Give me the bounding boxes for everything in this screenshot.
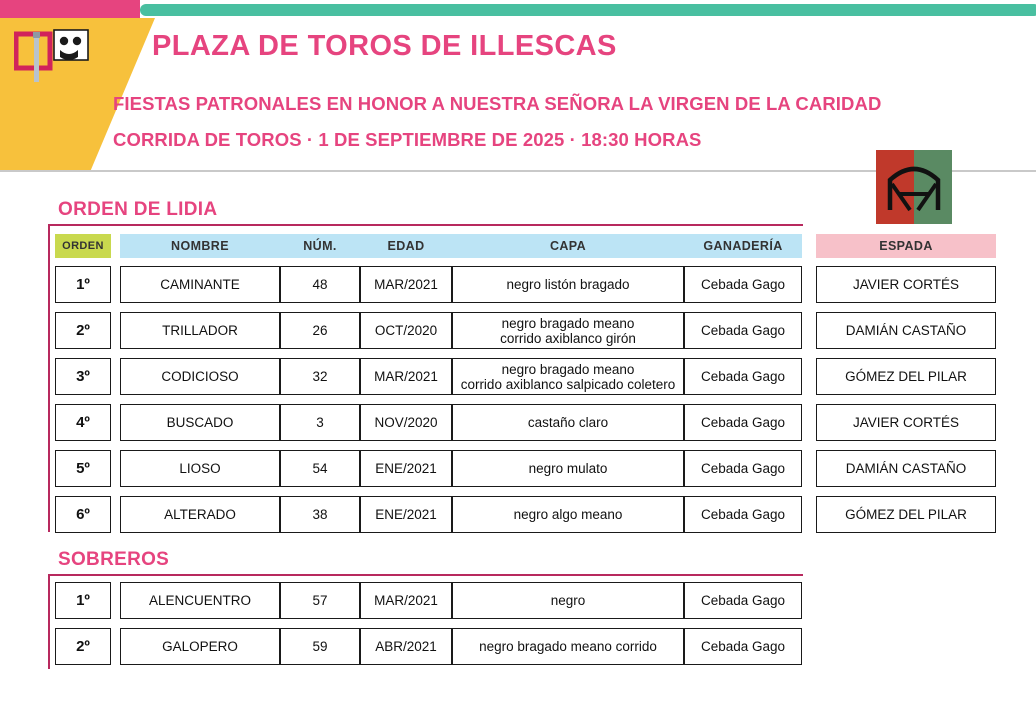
cell-edad: MAR/2021 [360, 266, 452, 303]
cell-num: 57 [280, 582, 360, 619]
header-pink-bar [0, 0, 140, 18]
cell-espada: GÓMEZ DEL PILAR [816, 358, 996, 395]
cell-capa-text: negro bragado meano corrido axiblanco salpicado coletero [460, 361, 676, 392]
cell-num: 32 [280, 358, 360, 395]
cell-capa: negro algo meano [452, 496, 684, 533]
cell-num: 48 [280, 266, 360, 303]
column-header-ganaderia: GANADERÍA [703, 239, 783, 253]
page-title: PLAZA DE TOROS DE ILLESCAS [152, 30, 617, 62]
cell-edad: MAR/2021 [360, 358, 452, 395]
cell-ganaderia: Cebada Gago [684, 266, 802, 303]
cell-edad: MAR/2021 [360, 582, 452, 619]
section-title-sobreros: SOBREROS [58, 549, 170, 570]
cell-ganaderia: Cebada Gago [684, 496, 802, 533]
cell-orden: 6º [55, 496, 111, 533]
cell-capa-text: negro bragado meano corrido axiblanco girón [500, 315, 636, 346]
orden-left-bracket [48, 224, 50, 532]
cell-ganaderia: Cebada Gago [684, 358, 802, 395]
section-title-orden-de-lidia: ORDEN DE LIDIA [58, 199, 218, 220]
sobreros-underline [48, 574, 803, 576]
column-header-edad: EDAD [387, 239, 425, 253]
column-header-espada: ESPADA [816, 234, 996, 258]
orden-underline [48, 224, 803, 226]
cell-ganaderia: Cebada Gago [684, 450, 802, 487]
cell-orden: 5º [55, 450, 111, 487]
cell-ganaderia: Cebada Gago [684, 582, 802, 619]
cell-orden: 2º [55, 312, 111, 349]
burladero-emblem-icon [876, 150, 952, 224]
sobreros-left-bracket [48, 574, 50, 669]
cell-orden: 2º [55, 628, 111, 665]
cell-edad: ENE/2021 [360, 496, 452, 533]
cell-capa: negro bragado meano corrido [452, 628, 684, 665]
cell-num: 54 [280, 450, 360, 487]
cell-capa [452, 358, 684, 395]
cell-capa [452, 312, 684, 349]
cell-edad: NOV/2020 [360, 404, 452, 441]
column-header-orden: ORDEN [55, 234, 111, 258]
cell-capa: castaño claro [452, 404, 684, 441]
cell-ganaderia: Cebada Gago [684, 628, 802, 665]
column-header-num: NÚM. [303, 239, 337, 253]
cell-nombre: BUSCADO [120, 404, 280, 441]
cell-orden: 4º [55, 404, 111, 441]
bull-shield-logo-icon [14, 28, 100, 86]
cell-edad: OCT/2020 [360, 312, 452, 349]
header-green-bar [140, 4, 1036, 16]
cell-nombre: GALOPERO [120, 628, 280, 665]
cell-edad: ABR/2021 [360, 628, 452, 665]
cell-espada: DAMIÁN CASTAÑO [816, 450, 996, 487]
column-header-capa: CAPA [549, 239, 587, 253]
page-header [0, 0, 1036, 172]
cell-capa: negro mulato [452, 450, 684, 487]
page-subtitle-event: CORRIDA DE TOROS · 1 DE SEPTIEMBRE DE 2025 · 18:30 HORAS [113, 129, 702, 150]
cell-orden: 3º [55, 358, 111, 395]
cell-num: 59 [280, 628, 360, 665]
cell-espada: GÓMEZ DEL PILAR [816, 496, 996, 533]
cell-capa: negro [452, 582, 684, 619]
cell-espada: JAVIER CORTÉS [816, 266, 996, 303]
page-subtitle-festival: FIESTAS PATRONALES EN HONOR A NUESTRA SEÑORA LA VIRGEN DE LA CARIDAD [113, 93, 882, 114]
cell-ganaderia: Cebada Gago [684, 312, 802, 349]
cell-edad: ENE/2021 [360, 450, 452, 487]
cell-ganaderia: Cebada Gago [684, 404, 802, 441]
cell-nombre: ALENCUENTRO [120, 582, 280, 619]
cell-nombre: ALTERADO [120, 496, 280, 533]
cell-capa: negro listón bragado [452, 266, 684, 303]
cell-nombre: CAMINANTE [120, 266, 280, 303]
cell-orden: 1º [55, 266, 111, 303]
cell-espada: JAVIER CORTÉS [816, 404, 996, 441]
cell-num: 26 [280, 312, 360, 349]
column-header-nombre: NOMBRE [171, 239, 229, 253]
cell-num: 3 [280, 404, 360, 441]
cell-nombre: TRILLADOR [120, 312, 280, 349]
column-header-group [120, 234, 802, 258]
cell-nombre: LIOSO [120, 450, 280, 487]
cell-nombre: CODICIOSO [120, 358, 280, 395]
cell-num: 38 [280, 496, 360, 533]
cell-espada: DAMIÁN CASTAÑO [816, 312, 996, 349]
cell-orden: 1º [55, 582, 111, 619]
